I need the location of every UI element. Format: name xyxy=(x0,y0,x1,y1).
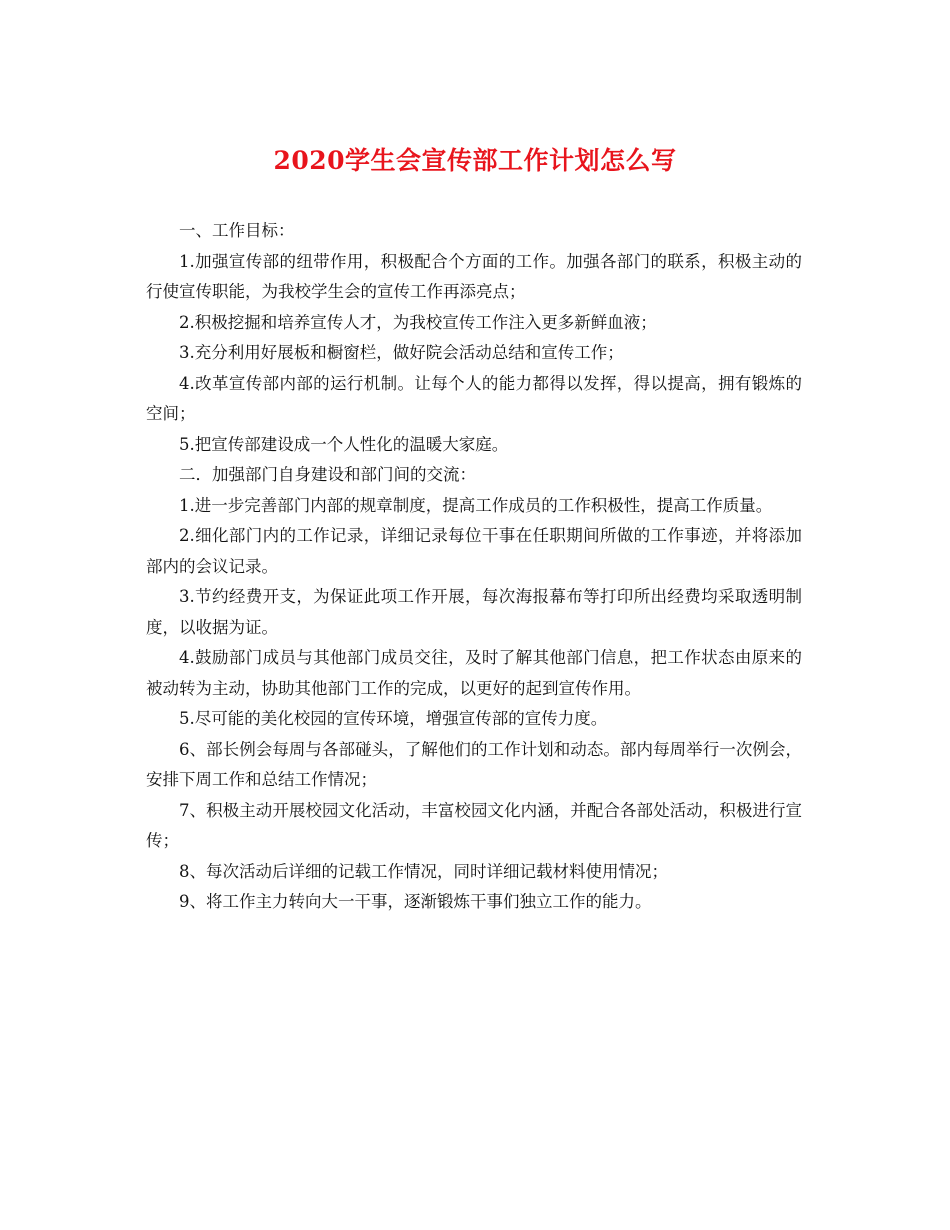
paragraph-item-3: 3.节约经费开支，为保证此项工作开展，每次海报幕布等打印所出经费均采取透明制度，以收据为证。 xyxy=(146,587,802,637)
paragraph-section-1-heading: 一、工作目标： xyxy=(179,221,295,240)
paragraph-goal-4: 4.改革宣传部内部的运行机制。让每个人的能力都得以发挥，得以提高，拥有锻炼的空间； xyxy=(146,373,802,423)
paragraph-item-9: 9、将工作主力转向大一干事，逐渐锻炼干事们独立工作的能力。 xyxy=(179,892,652,911)
paragraph-item-2: 2.细化部门内的工作记录，详细记录每位干事在任职期间所做的工作事迹，并将添加部内的会议记录。 xyxy=(146,526,802,576)
paragraph-item-7: 7、积极主动开展校园文化活动，丰富校园文化内涵，并配合各部处活动，积极进行宣传； xyxy=(146,800,802,850)
paragraph-section-2-heading: 二．加强部门自身建设和部门间的交流： xyxy=(179,465,476,484)
paragraph-item-1: 1.进一步完善部门内部的规章制度，提高工作成员的工作积极性，提高工作质量。 xyxy=(179,495,773,515)
document-title: 2020学生会宣传部工作计划怎么写 xyxy=(273,146,677,175)
paragraph-item-6: 6、部长例会每周与各部碰头，了解他们的工作计划和动态。部内每周举行一次例会，安排下周工作和总结工作情况； xyxy=(146,739,802,789)
paragraph-goal-5: 5.把宣传部建设成一个人性化的温暖大家庭。 xyxy=(179,434,509,454)
paragraph-goal-1: 1.加强宣传部的纽带作用，积极配合个方面的工作。加强各部门的联系，积极主动的行使宣传职能，为我校学生会的宣传工作再添亮点； xyxy=(146,251,802,301)
paragraph-goal-2: 2.积极挖掘和培养宣传人才，为我校宣传工作注入更多新鲜血液； xyxy=(179,312,657,332)
document-body xyxy=(146,216,802,918)
paragraph-item-8: 8、每次活动后详细的记载工作情况，同时详细记载材料使用情况； xyxy=(179,861,668,881)
paragraph-goal-3: 3.充分利用好展板和橱窗栏，做好院会活动总结和宣传工作； xyxy=(179,343,624,362)
paragraph-item-5: 5.尽可能的美化校园的宣传环境，增强宣传部的宣传力度。 xyxy=(179,709,608,728)
paragraph-item-4: 4.鼓励部门成员与其他部门成员交往，及时了解其他部门信息，把工作状态由原来的被动转为主动，协助其他部门工作的完成，以更好的起到宣传作用。 xyxy=(146,648,802,698)
